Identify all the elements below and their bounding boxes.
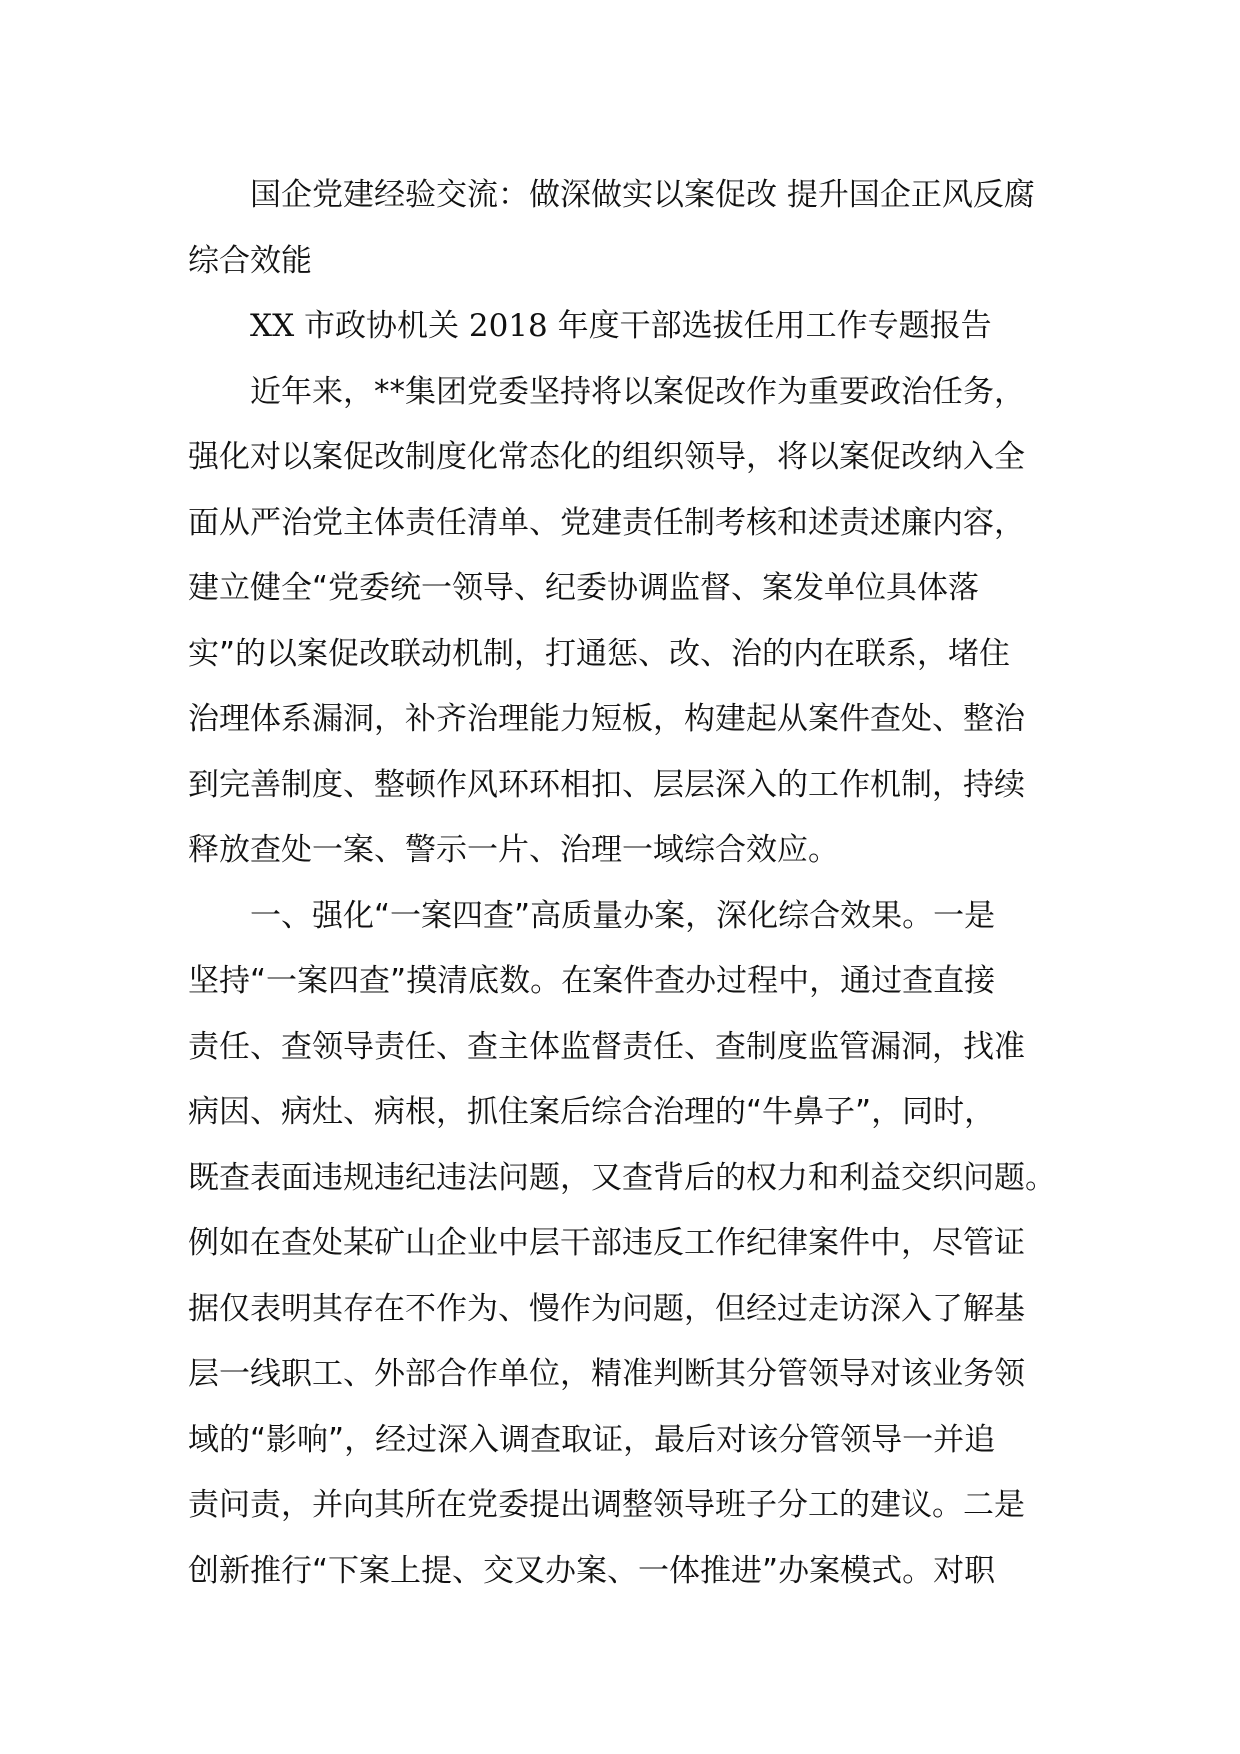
- document-body: [188, 163, 1062, 1604]
- paragraph-line: 层一线职工、外部合作单位，精准判断其分管领导对该业务领: [188, 1356, 1025, 1392]
- paragraph-line: 实”的以案促改联动机制，打通惩、改、治的内在联系，堵住: [188, 635, 1011, 672]
- title-line-2: 综合效能: [188, 242, 312, 279]
- paragraph-section-one: [188, 884, 1062, 1605]
- paragraph-line: 既查表面违规违纪违法问题，又查背后的权力和利益交织问题。: [188, 1159, 1056, 1196]
- paragraph-line: 责问责，并向其所在党委提出调整领导班子分工的建议。二是: [188, 1487, 1025, 1523]
- paragraph-line: 域的“影响”，经过深入调查取证，最后对该分管领导一并追: [188, 1421, 996, 1458]
- paragraph-line: 例如在查处某矿山企业中层干部违反工作纪律案件中，尽管证: [188, 1225, 1025, 1261]
- paragraph-line: 病因、病灶、病根，抓住案后综合治理的“牛鼻子”，同时，: [188, 1094, 996, 1130]
- paragraph-line: 到完善制度、整顿作风环环相扣、层层深入的工作机制，持续: [188, 766, 1025, 803]
- paragraph-line: 建立健全“党委统一领导、纪委协调监督、案发单位具体落: [188, 570, 980, 606]
- paragraph-line: 据仅表明其存在不作为、慢作为问题，但经过走访深入了解基: [188, 1290, 1025, 1327]
- paragraph-line: 治理体系漏洞，补齐治理能力短板，构建起从案件查处、整治: [188, 701, 1025, 737]
- document-subtitle: XX 市政协机关 2018 年度干部选拔任用工作专题报告: [250, 308, 992, 344]
- paragraph-line: 释放查处一案、警示一片、治理一域综合效应。: [188, 832, 839, 868]
- paragraph-line: 强化对以案促改制度化常态化的组织领导，将以案促改纳入全: [188, 439, 1025, 475]
- paragraph-line: 面从严治党主体责任清单、党建责任制考核和述责述廉内容，: [188, 504, 1025, 541]
- paragraph-intro: [188, 360, 1062, 884]
- paragraph-line: 坚持“一案四查”摸清底数。在案件查办过程中，通过查直接: [188, 963, 996, 999]
- document-title: [188, 163, 1062, 294]
- title-line-1: 国企党建经验交流：做深做实以案促改 提升国企正风反腐: [250, 177, 1035, 213]
- paragraph-line: 创新推行“下案上提、交叉办案、一体推进”办案模式。对职: [188, 1552, 996, 1589]
- paragraph-line: 一、强化“一案四查”高质量办案，深化综合效果。一是: [250, 897, 996, 934]
- paragraph-line: 近年来，**集团党委坚持将以案促改作为重要政治任务，: [250, 373, 1025, 410]
- paragraph-line: 责任、查领导责任、查主体监督责任、查制度监管漏洞，找准: [188, 1028, 1025, 1065]
